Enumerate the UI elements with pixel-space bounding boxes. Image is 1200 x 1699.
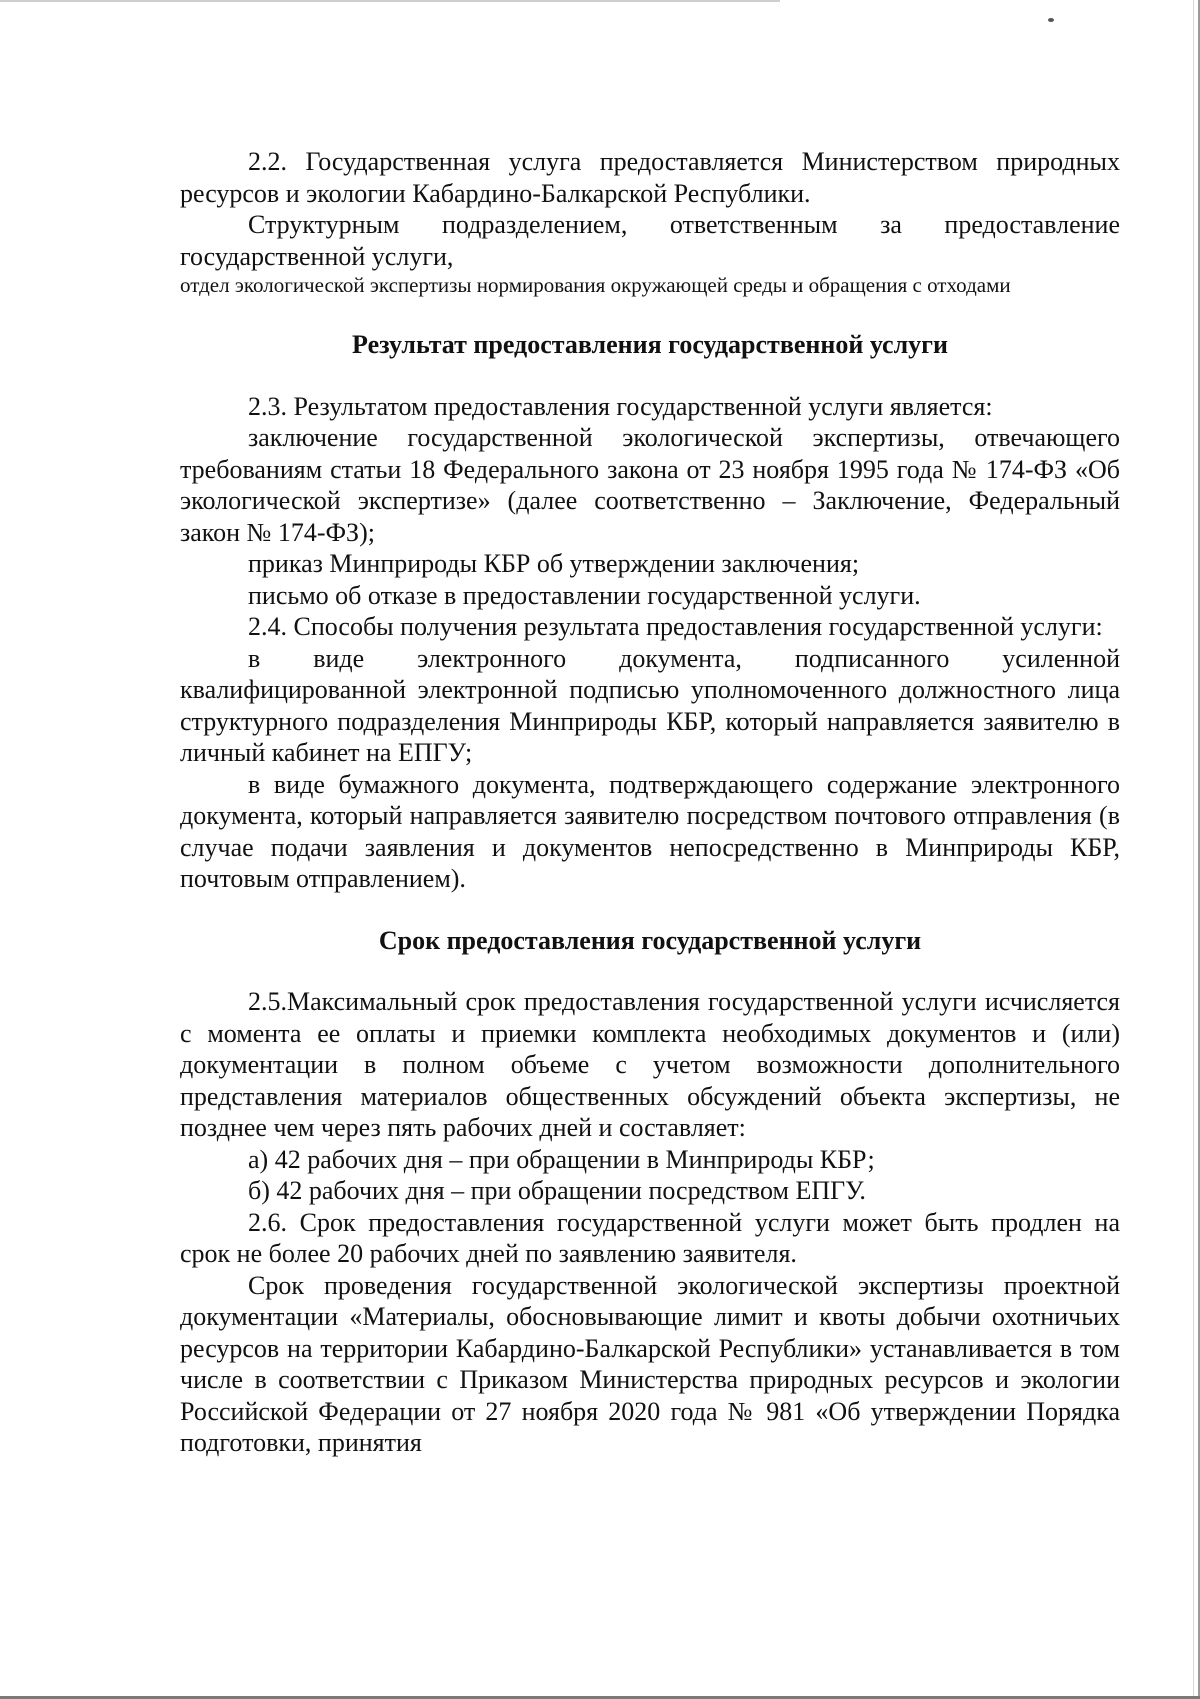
paragraph-2-2: 2.2. Государственная услуга предоставляется Министерством природных ресурсов и экологии Кабардино-Балкарской Республики.	[180, 147, 1120, 208]
paragraph-2-6: 2.6. Срок предоставления государственной услуги может быть продлен на срок не более 20 рабочих дней по заявлению заявителя.	[180, 1207, 1120, 1268]
paragraph-department: отдел экологической экспертизы нормирования окружающей среды и обращения с отходами	[180, 273, 1011, 297]
paragraph-2-3: 2.3. Результатом предоставления государственной услуги является:	[248, 391, 993, 421]
section-heading-result: Результат предоставления государственной услуги	[352, 330, 948, 359]
paragraph-2-4: 2.4. Способы получения результата предоставления государственной услуги:	[248, 612, 1103, 641]
paragraph-paper: в виде бумажного документа, подтверждающего содержание электронного документа, который направляется заявителю посредством почтового отправления (в случае подачи заявления и документов непосредственно в Минприроды КБР, почтовым отправлением).	[180, 769, 1120, 893]
paragraph-term-hunting: Срок проведения государственной экологической экспертизы проектной документации «Материалы, обосновывающие лимит и квоты добычи охотничьих ресурсов на территории Кабардино-Балкарской Республики» устанавливается в том числе в соответствии с Приказом Министерства природных ресурсов и экологии Российской Федерации от 27 ноября 2020 года № 981 «Об утверждении Порядка подготовки, принятия	[180, 1270, 1120, 1457]
paragraph-term-b: б) 42 рабочих дня – при обращении посредством ЕПГУ.	[248, 1176, 866, 1205]
paragraph-electronic: в виде электронного документа, подписанного усиленной квалифицированной электронной подписью уполномоченного должностного лица структурного подразделения Минприроды КБР, который направляется заявителю в личный кабинет на ЕПГУ;	[180, 643, 1120, 767]
paragraph-term-a: а) 42 рабочих дня – при обращении в Минприроды КБР;	[248, 1144, 875, 1174]
paragraph-order: приказ Минприроды КБР об утверждении заключения;	[248, 549, 860, 578]
paragraph-refusal: письмо об отказе в предоставлении государственной услуги.	[248, 580, 921, 610]
scan-speck	[1048, 18, 1054, 22]
section-heading-term: Срок предоставления государственной услуги	[378, 925, 922, 955]
paragraph-conclusion: заключение государственной экологической экспертизы, отвечающего требованиям статьи 18 Федерального закона от 23 ноября 1995 года № 174-ФЗ «Об экологической экспертизе» (далее соответственно – Заключение, Федеральный закон № 174-ФЗ);	[180, 423, 1120, 547]
paragraph-structural-unit: Структурным подразделением, ответственным за предоставление государственной услуги,	[180, 210, 1120, 271]
scan-edge-top	[0, 0, 780, 2]
scan-edge-right-inner	[1193, 0, 1194, 1699]
document-page	[180, 146, 1120, 1459]
paragraph-2-5: 2.5.Максимальный срок предоставления государственной услуги исчисляется с момента ее оплаты и приемки комплекта необходимых документов и (или) документации в полном объеме с учетом возможности дополнительного представления материалов общественных обсуждений объекта экспертизы, не позднее чем через пять рабочих дней и составляет:	[180, 987, 1120, 1142]
